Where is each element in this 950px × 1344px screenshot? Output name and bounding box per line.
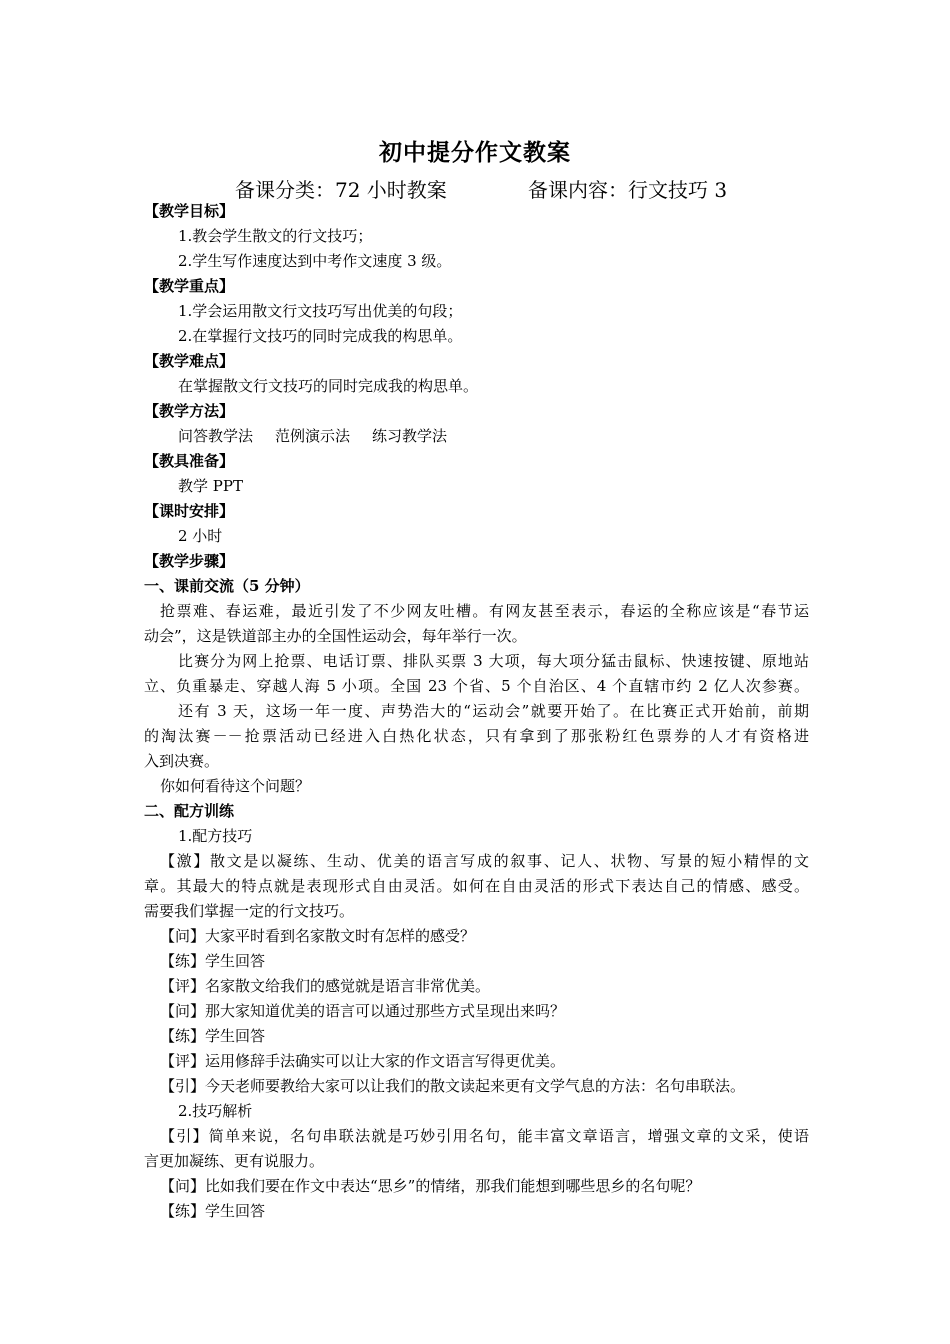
- part2-heading: 二、配方训练: [144, 802, 235, 820]
- paragraph-line: 【激】散文是以凝练、生动、优美的语言写成的叙事、记人、状物、写景的短小精悍的文: [160, 852, 809, 870]
- paragraph-line: 的淘汰赛－－抢票活动已经进入白热化状态，只有拿到了那张粉红色票券的人才有资格进: [144, 727, 809, 745]
- dialogue-line: 【问】比如我们要在作文中表达“思乡”的情绪，那我们能想到哪些思乡的名句呢？: [160, 1177, 701, 1195]
- paragraph-line: 立、负重暴走、穿越人海 5 小项。全国 23 个省、5 个自治区、4 个直辖市约 2 亿人次参赛。: [144, 677, 809, 695]
- dialogue-line: 【评】运用修辞手法确实可以让大家的作文语言写得更优美。: [160, 1052, 566, 1070]
- dialogue-line: 【评】名家散文给我们的感觉就是语言非常优美。: [160, 977, 491, 995]
- part1-heading: 一、课前交流（5 分钟）: [144, 577, 310, 595]
- tools-heading: 【教具准备】: [144, 452, 235, 470]
- dialogue-line: 【引】今天老师要教给大家可以让我们的散文读起来更有文学气息的方法：名句串联法。: [160, 1077, 746, 1095]
- focus-heading: 【教学重点】: [144, 277, 235, 295]
- method-item: 练习教学法: [372, 427, 448, 445]
- focus-item: 1.学会运用散文行文技巧写出优美的句段；: [178, 302, 463, 320]
- paragraph-line: 动会”，这是铁道部主办的全国性运动会，每年举行一次。: [144, 627, 527, 645]
- method-heading: 【教学方法】: [144, 402, 235, 420]
- paragraph-line: 你如何看待这个问题？: [160, 777, 311, 795]
- tools-item: 教学 PPT: [178, 477, 243, 495]
- dialogue-line: 【问】大家平时看到名家散文时有怎样的感受？: [160, 927, 476, 945]
- method-item: 范例演示法: [275, 427, 351, 445]
- paragraph-line: 抢票难、春运难，最近引发了不少网友吐槽。有网友甚至表示，春运的全称应该是“春节运: [160, 602, 809, 620]
- page-title: 初中提分作文教案: [379, 139, 571, 166]
- dialogue-line: 【问】那大家知道优美的语言可以通过那些方式呈现出来吗？: [160, 1002, 566, 1020]
- paragraph-line: 【引】简单来说，名句串联法就是巧妙引用名句，能丰富文章语言，增强文章的文采，使语: [160, 1127, 809, 1145]
- steps-heading: 【教学步骤】: [144, 552, 235, 570]
- time-heading: 【课时安排】: [144, 502, 235, 520]
- method-list: [178, 424, 809, 449]
- method-item: 问答教学法: [178, 427, 254, 445]
- paragraph-line: 章。其最大的特点就是表现形式自由灵活。如何在自由灵活的形式下表达自己的情感、感受。: [144, 877, 809, 895]
- goal-item: 1.教会学生散文的行文技巧；: [178, 227, 373, 245]
- goal-item: 2.学生写作速度达到中考作文速度 3 级。: [178, 252, 452, 270]
- subheading: 1.配方技巧: [178, 827, 253, 845]
- lesson-category: 备课分类：72 小时教案: [235, 178, 447, 202]
- paragraph-line: 言更加凝练、更有说服力。: [144, 1152, 325, 1170]
- difficulty-item: 在掌握散文行文技巧的同时完成我的构思单。: [178, 377, 479, 395]
- dialogue-line: 【练】学生回答: [160, 952, 266, 970]
- dialogue-line: 【练】学生回答: [160, 1202, 266, 1220]
- paragraph-line: 入到决赛。: [144, 752, 220, 770]
- lesson-content: 备课内容：行文技巧 3: [528, 178, 728, 202]
- paragraph-line: 需要我们掌握一定的行文技巧。: [144, 902, 355, 920]
- time-item: 2 小时: [178, 527, 223, 545]
- dialogue-line: 【练】学生回答: [160, 1027, 266, 1045]
- goal-heading: 【教学目标】: [144, 202, 235, 220]
- subheading: 2.技巧解析: [178, 1102, 253, 1120]
- focus-item: 2.在掌握行文技巧的同时完成我的构思单。: [178, 327, 463, 345]
- paragraph-line: 比赛分为网上抢票、电话订票、排队买票 3 大项，每大项分猛击鼠标、快速按键、原地站: [178, 652, 809, 670]
- paragraph-line: 还有 3 天，这场一年一度、声势浩大的“运动会”就要开始了。在比赛正式开始前，前期: [178, 702, 809, 720]
- difficulty-heading: 【教学难点】: [144, 352, 235, 370]
